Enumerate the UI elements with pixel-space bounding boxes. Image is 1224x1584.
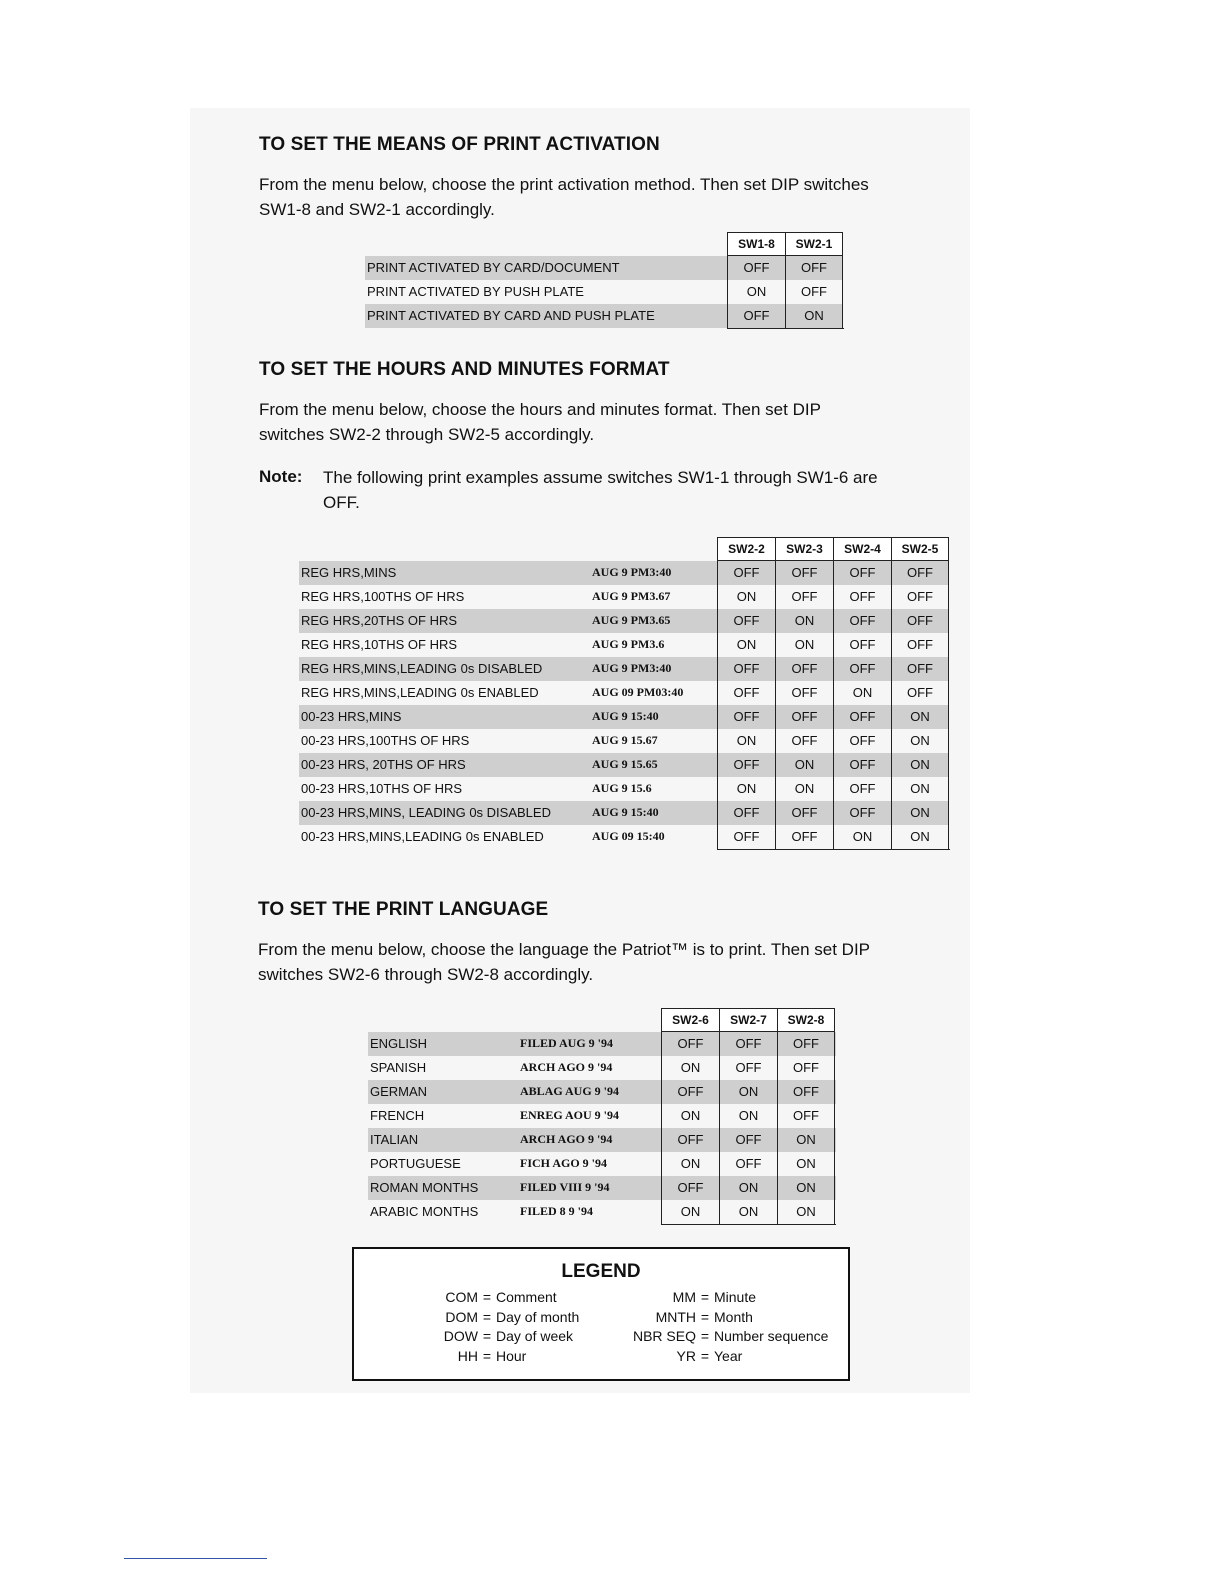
switch-setting-cell: OFF	[717, 609, 775, 633]
switch-setting-cell: ON	[719, 1080, 777, 1104]
print-example: AUG 9 PM3:40	[592, 565, 672, 579]
table-row	[299, 681, 949, 705]
switch-setting-cell: ON	[891, 729, 949, 753]
switch-setting-cell: ON	[775, 609, 833, 633]
switch-setting-cell: ON	[833, 825, 891, 849]
switch-setting-cell: OFF	[891, 585, 949, 609]
print-example: AUG 9 PM3:40	[592, 661, 672, 675]
row-label: FRENCH	[370, 1108, 425, 1123]
switch-setting-cell: OFF	[661, 1080, 719, 1104]
row-label: 00-23 HRS,MINS,LEADING 0s ENABLED	[301, 829, 544, 844]
row-label: REG HRS,20THS OF HRS	[301, 613, 458, 628]
print-example: AUG 9 15:40	[592, 805, 659, 819]
switch-setting-cell: OFF	[833, 753, 891, 777]
switch-setting-cell: OFF	[833, 585, 891, 609]
row-label: REG HRS,10THS OF HRS	[301, 637, 458, 652]
section2-paragraph-line2: switches SW2-2 through SW2-5 accordingly.	[259, 425, 595, 444]
row-label: 00-23 HRS,MINS, LEADING 0s DISABLED	[301, 805, 551, 820]
switch-setting-cell: ON	[891, 777, 949, 801]
switch-setting-cell: ON	[777, 1152, 835, 1176]
switch-setting-cell: OFF	[775, 561, 833, 585]
table-bottom-border	[661, 1224, 836, 1225]
column-header: SW1-8	[727, 232, 785, 256]
column-header: SW2-6	[661, 1008, 719, 1032]
switch-setting-cell: ON	[785, 304, 843, 328]
switch-setting-cell: OFF	[719, 1128, 777, 1152]
print-example: AUG 9 PM3.6	[592, 637, 665, 651]
row-label: PRINT ACTIVATED BY PUSH PLATE	[367, 284, 584, 299]
section-title-print-activation: TO SET THE MEANS OF PRINT ACTIVATION	[259, 134, 660, 155]
column-header: SW2-7	[719, 1008, 777, 1032]
legend-right-column	[582, 1288, 828, 1366]
print-example: FILED 8 9 '94	[520, 1204, 594, 1218]
switch-setting-cell: ON	[717, 633, 775, 657]
switch-setting-cell: OFF	[717, 705, 775, 729]
table-row	[368, 1032, 836, 1056]
table-row	[299, 561, 949, 585]
switch-setting-cell: ON	[717, 729, 775, 753]
print-example: ARCH AGO 9 '94	[520, 1060, 613, 1074]
switch-setting-cell: ON	[727, 280, 785, 304]
row-label: ROMAN MONTHS	[370, 1180, 479, 1195]
table-row	[368, 1080, 836, 1104]
switch-setting-cell: ON	[661, 1056, 719, 1080]
switch-setting-cell: OFF	[777, 1056, 835, 1080]
switch-setting-cell: ON	[719, 1200, 777, 1224]
switch-setting-cell: OFF	[775, 729, 833, 753]
switch-setting-cell: OFF	[775, 657, 833, 681]
legend-entry: NBR SEQ = Number sequence	[632, 1328, 829, 1344]
row-label: 00-23 HRS,100THS OF HRS	[301, 733, 470, 748]
switch-setting-cell: OFF	[833, 561, 891, 585]
row-label: 00-23 HRS,10THS OF HRS	[301, 781, 463, 796]
legend-title: LEGEND	[561, 1261, 641, 1282]
section3-paragraph-line1: From the menu below, choose the language the Patriot™ is to print. Then set DIP	[258, 940, 871, 959]
section1-paragraph-line1: From the menu below, choose the print activation method. Then set DIP switches	[259, 175, 869, 194]
print-example: AUG 9 PM3.67	[592, 589, 671, 603]
row-label: SPANISH	[370, 1060, 427, 1075]
print-example: ENREG AOU 9 '94	[520, 1108, 620, 1122]
switch-setting-cell: ON	[717, 585, 775, 609]
footer-rule	[124, 1558, 267, 1559]
switch-setting-cell: OFF	[777, 1104, 835, 1128]
table-row	[299, 777, 949, 801]
note-label: Note:	[259, 467, 303, 486]
switch-setting-cell: OFF	[727, 304, 785, 328]
switch-setting-cell: ON	[833, 681, 891, 705]
note-line1: The following print examples assume switches SW1-1 through SW1-6 are	[323, 468, 878, 487]
print-example: FILED AUG 9 '94	[520, 1036, 614, 1050]
switch-setting-cell: OFF	[891, 681, 949, 705]
row-label: REG HRS,MINS,LEADING 0s DISABLED	[301, 661, 543, 676]
switch-setting-cell: ON	[719, 1104, 777, 1128]
legend-entry: YR = Year	[676, 1347, 743, 1364]
row-label: GERMAN	[370, 1084, 428, 1099]
print-example: FILED VIII 9 '94	[520, 1180, 610, 1194]
row-label: REG HRS,MINS,LEADING 0s ENABLED	[301, 685, 539, 700]
row-label: ARABIC MONTHS	[370, 1204, 479, 1219]
table-row	[299, 657, 949, 681]
section2-paragraph-line1: From the menu below, choose the hours and minutes format. Then set DIP	[259, 400, 821, 419]
switch-setting-cell: OFF	[717, 657, 775, 681]
switch-setting-cell: OFF	[833, 777, 891, 801]
switch-setting-cell: OFF	[717, 681, 775, 705]
print-example: FICH AGO 9 '94	[520, 1156, 608, 1170]
print-example: AUG 9 15.65	[592, 757, 658, 771]
print-example: ABLAG AUG 9 '94	[520, 1084, 620, 1098]
legend-entry: DOM = Day of month	[445, 1308, 580, 1325]
table-row	[368, 1176, 836, 1200]
switch-setting-cell: OFF	[717, 825, 775, 849]
switch-setting-cell: OFF	[833, 633, 891, 657]
column-header: SW2-1	[785, 232, 843, 256]
switch-setting-cell: OFF	[661, 1032, 719, 1056]
switch-setting-cell: ON	[775, 753, 833, 777]
row-label: 00-23 HRS,MINS	[301, 709, 402, 724]
table-row	[299, 633, 949, 657]
print-example: AUG 9 15.67	[592, 733, 658, 747]
table-row	[299, 609, 949, 633]
switch-setting-cell: ON	[661, 1200, 719, 1224]
switch-setting-cell: OFF	[833, 609, 891, 633]
table-row	[368, 1200, 836, 1224]
legend-entry: DOW = Day of week	[443, 1328, 574, 1344]
switch-setting-cell: OFF	[775, 801, 833, 825]
switch-setting-cell: OFF	[717, 753, 775, 777]
switch-setting-cell: ON	[891, 705, 949, 729]
column-header: SW2-8	[777, 1008, 835, 1032]
table-row	[299, 585, 949, 609]
row-label: PRINT ACTIVATED BY CARD AND PUSH PLATE	[367, 308, 655, 323]
row-label: REG HRS,MINS	[301, 565, 397, 580]
section-title-hours-minutes: TO SET THE HOURS AND MINUTES FORMAT	[259, 359, 670, 380]
switch-setting-cell: OFF	[717, 561, 775, 585]
switch-setting-cell: OFF	[833, 729, 891, 753]
table-row	[299, 825, 949, 849]
switch-setting-cell: ON	[777, 1128, 835, 1152]
switch-setting-cell: OFF	[785, 280, 843, 304]
row-label: REG HRS,100THS OF HRS	[301, 589, 465, 604]
table-row	[368, 1104, 836, 1128]
table-bottom-border	[717, 849, 950, 850]
print-example: AUG 9 15:40	[592, 709, 659, 723]
section1-paragraph-line2: SW1-8 and SW2-1 accordingly.	[259, 200, 495, 219]
switch-setting-cell: OFF	[661, 1176, 719, 1200]
legend-box	[352, 1247, 850, 1381]
table-row	[299, 801, 949, 825]
section-title-print-language: TO SET THE PRINT LANGUAGE	[258, 899, 549, 920]
switch-setting-cell: OFF	[891, 609, 949, 633]
switch-setting-cell: ON	[717, 777, 775, 801]
row-label: PORTUGUESE	[370, 1156, 461, 1171]
row-label: 00-23 HRS, 20THS OF HRS	[301, 757, 466, 772]
table-row	[299, 729, 949, 753]
table-row	[365, 256, 843, 280]
switch-setting-cell: OFF	[661, 1128, 719, 1152]
switch-setting-cell: OFF	[775, 681, 833, 705]
switch-setting-cell: ON	[777, 1200, 835, 1224]
legend-entry: MNTH = Month	[655, 1308, 753, 1325]
print-example: AUG 9 15.6	[592, 781, 652, 795]
switch-setting-cell: OFF	[891, 561, 949, 585]
switch-setting-cell: ON	[661, 1152, 719, 1176]
switch-setting-cell: OFF	[775, 825, 833, 849]
column-header: SW2-3	[775, 537, 833, 561]
table-row	[368, 1128, 836, 1152]
table-row	[365, 304, 843, 328]
switch-setting-cell: OFF	[775, 705, 833, 729]
switch-setting-cell: ON	[661, 1104, 719, 1128]
print-example: AUG 09 PM03:40	[592, 685, 684, 699]
table-bottom-border	[727, 328, 844, 329]
switch-setting-cell: OFF	[785, 256, 843, 280]
switch-setting-cell: OFF	[891, 657, 949, 681]
table-row	[299, 753, 949, 777]
table-row	[368, 1152, 836, 1176]
switch-setting-cell: OFF	[777, 1080, 835, 1104]
switch-setting-cell: OFF	[719, 1032, 777, 1056]
switch-setting-cell: ON	[775, 633, 833, 657]
switch-setting-cell: OFF	[891, 633, 949, 657]
row-label: PRINT ACTIVATED BY CARD/DOCUMENT	[367, 260, 620, 275]
table-row	[365, 280, 843, 304]
switch-setting-cell: ON	[775, 777, 833, 801]
print-example: AUG 9 PM3.65	[592, 613, 671, 627]
section3-paragraph-line2: switches SW2-6 through SW2-8 accordingly.	[258, 965, 594, 984]
switch-setting-cell: ON	[891, 825, 949, 849]
switch-setting-cell: ON	[891, 753, 949, 777]
note-line2: OFF.	[323, 493, 360, 512]
column-header: SW2-2	[717, 537, 775, 561]
print-example: ARCH AGO 9 '94	[520, 1132, 613, 1146]
switch-setting-cell: OFF	[775, 585, 833, 609]
table-row	[368, 1056, 836, 1080]
switch-setting-cell: OFF	[833, 657, 891, 681]
switch-setting-cell: OFF	[833, 705, 891, 729]
column-header: SW2-5	[891, 537, 949, 561]
switch-setting-cell: OFF	[719, 1152, 777, 1176]
print-example: AUG 09 15:40	[592, 829, 665, 843]
switch-setting-cell: OFF	[777, 1032, 835, 1056]
switch-setting-cell: OFF	[719, 1056, 777, 1080]
table-row	[299, 705, 949, 729]
switch-setting-cell: ON	[719, 1176, 777, 1200]
legend-left-column	[398, 1288, 579, 1366]
column-header: SW2-4	[833, 537, 891, 561]
switch-setting-cell: ON	[777, 1176, 835, 1200]
switch-setting-cell: OFF	[717, 801, 775, 825]
legend-entry: COM = Comment	[445, 1289, 557, 1305]
switch-setting-cell: OFF	[727, 256, 785, 280]
legend-entry: HH = Hour	[457, 1347, 527, 1364]
legend-entry: MM = Minute	[672, 1289, 757, 1305]
row-label: ENGLISH	[370, 1036, 428, 1051]
switch-setting-cell: OFF	[833, 801, 891, 825]
switch-setting-cell: ON	[891, 801, 949, 825]
row-label: ITALIAN	[370, 1132, 419, 1147]
